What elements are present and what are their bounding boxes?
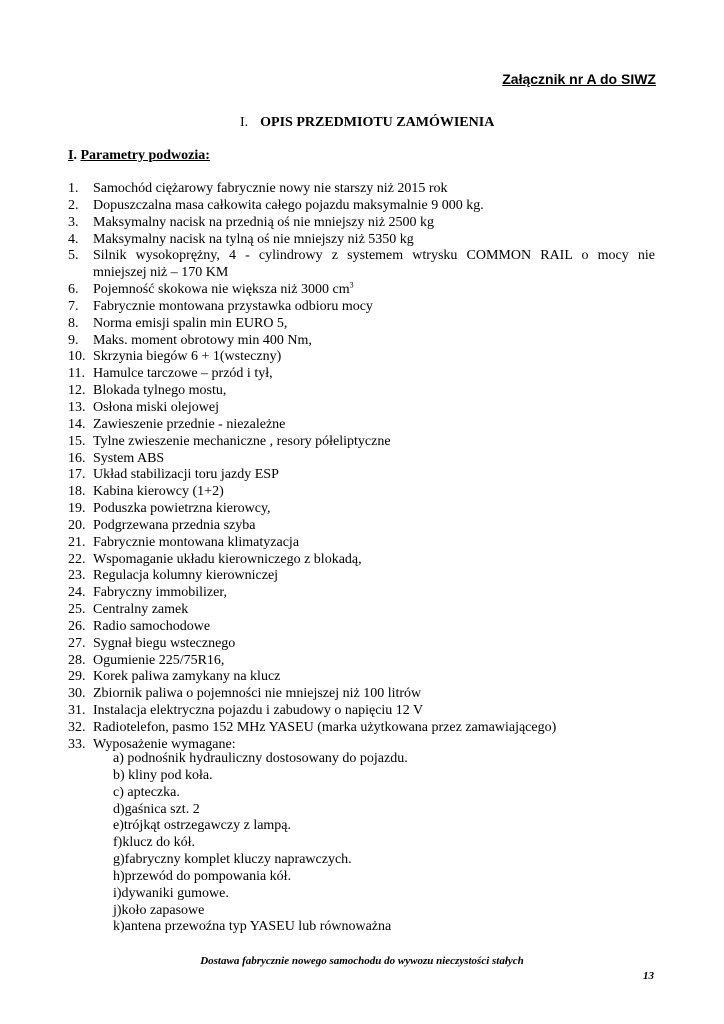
annex-label: Załącznik nr A do SIWZ [502,71,656,87]
list-item-number: 33. [68,736,86,752]
list-item [68,653,655,670]
list-item-main-text: Regulacja kolumny kierowniczej [93,568,279,584]
list-item [68,501,655,518]
list-item-continuation-text: mniejszej niż – 170 KM [93,265,229,281]
list-item-main-text: Wyposażenie wymagane: [93,736,236,752]
list-item [68,568,655,585]
list-item [68,366,655,383]
section-number: I [68,148,74,163]
list-item-number: 22. [68,551,86,567]
list-item-text [93,518,655,535]
list-item-text [93,720,655,737]
list-item [68,703,655,720]
list-item-text [93,619,655,636]
list-item-number: 32. [68,720,86,735]
list-item [68,198,655,215]
list-item [68,720,655,737]
list-item-text [93,602,655,619]
list-item-main-text: Skrzynia biegów 6 + 1(wsteczny) [93,349,282,365]
list-item-number: 2. [68,197,79,213]
equipment-item: h)przewód do pompowania kół. [113,868,292,884]
section-heading [68,148,210,164]
list-item-number: 4. [68,231,79,247]
list-item [68,282,655,299]
list-item-main-text: Zbiornik paliwa o pojemności nie mniejszej niż 100 litrów [93,686,422,702]
list-item-text [93,282,655,299]
list-item [68,316,655,333]
list-item-number: 17. [68,467,86,483]
page-number: 13 [643,970,654,982]
list-item-number: 7. [68,298,79,314]
list-item-number: 1. [68,181,79,196]
list-item-text [93,686,655,703]
equipment-list [113,751,408,936]
list-item-text [93,366,655,383]
list-item-text [93,451,655,468]
list-item-main-text: Tylne zwieszenie mechaniczne , resory półeliptyczne [93,433,391,449]
list-item-text [93,349,655,366]
list-item-main-text: Maks. moment obrotowy min 400 Nm, [93,332,312,348]
list-item-text [93,703,655,720]
list-item-number: 29. [68,669,86,685]
superscript: 3 [349,280,354,290]
list-item-number: 28. [68,652,86,668]
list-item-number: 9. [68,332,79,348]
list-item-main-text: Centralny zamek [93,602,189,618]
list-item-main-text: Radio samochodowe [93,618,211,634]
list-item-main-text: Układ stabilizacji toru jazdy ESP [93,467,279,483]
list-item [68,434,655,451]
list-item-main-text: Korek paliwa zamykany na klucz [93,669,281,685]
list-item-number: 14. [68,416,86,432]
list-item [68,333,655,350]
list-item-main-text: Samochód ciężarowy fabrycznie nowy nie starszy niż 2015 rok [93,181,448,196]
list-item-text [93,232,655,249]
list-item-number: 21. [68,534,86,550]
list-item [68,619,655,636]
list-item-text [93,333,655,350]
list-item [68,518,655,535]
list-item-main-text: Maksymalny nacisk na przednią oś nie mniejszy niż 2500 kg [93,214,434,230]
equipment-item: k)antena przewoźna typ YASEU lub równoważna [113,919,392,935]
list-item [68,535,655,552]
list-item-number: 27. [68,635,86,651]
equipment-item: a) podnośnik hydrauliczny dostosowany do pojazdu. [113,751,408,766]
list-item-text [93,316,655,333]
list-item-number: 10. [68,349,86,365]
list-item-number: 16. [68,450,86,466]
list-item-main-text: Fabrycznie montowana klimatyzacja [93,534,300,550]
list-item [68,248,655,265]
list-item-number: 18. [68,484,86,500]
list-item [68,467,655,484]
list-item-text [93,653,655,670]
list-item-number: 23. [68,568,86,584]
list-item-main-text: Pojemność skokowa nie większa niż 3000 cm [93,282,350,298]
list-item-text [93,181,655,198]
equipment-item: g)fabryczny komplet kluczy naprawczych. [113,852,352,868]
list-item-text [93,215,655,232]
list-item [68,686,655,703]
list-item-main-text: Maksymalny nacisk na tylną oś nie mniejszy niż 5350 kg [93,231,414,247]
footer-text: Dostawa fabrycznie nowego samochodu do wywozu nieczystości stałych [200,955,524,967]
list-item-number: 5. [68,248,79,264]
list-item-text [93,484,655,501]
list-item-main-text: Norma emisji spalin min EURO 5, [93,315,288,331]
list-item-text [93,535,655,552]
equipment-item: f)klucz do kół. [113,835,196,851]
list-item-text [93,417,655,434]
title-text: OPIS PRZEDMIOTU ZAMÓWIENIA [260,115,495,130]
list-item-main-text: Silnik wysokoprężny, 4 - cylindrowy z systemem wtrysku COMMON RAIL o mocy nie [93,248,655,264]
title-roman-numeral: I. [240,115,249,130]
list-item-number: 25. [68,602,86,618]
list-item-main-text: Hamulce tarczowe – przód i tył, [93,366,273,382]
list-item [68,636,655,653]
list-item-main-text: Poduszka powietrzna kierowcy, [93,501,271,517]
list-item-text [93,568,655,585]
list-item-main-text: Osłona miski olejowej [93,399,219,415]
list-item-main-text: Blokada tylnego mostu, [93,383,227,399]
list-item-number: 3. [68,214,79,230]
list-item [68,585,655,602]
list-item [68,181,655,198]
list-item-main-text: System ABS [93,450,165,466]
equipment-item: e)trójkąt ostrzegawczy z lampą. [113,818,292,834]
list-item-text [93,636,655,653]
equipment-item: i)dywaniki gumowe. [113,885,229,901]
list-item-main-text: Wspomaganie układu kierowniczego z blokadą, [93,551,362,567]
section-number-dot: . [73,148,77,163]
list-item-main-text: Sygnał biegu wstecznego [93,635,236,651]
list-item [68,232,655,249]
list-item-text [93,585,655,602]
list-item-number: 31. [68,703,86,719]
list-item-main-text: Ogumienie 225/75R16, [93,652,225,668]
list-item [68,552,655,569]
list-item-number: 12. [68,383,86,399]
list-item-text [93,248,655,265]
list-item-number: 26. [68,618,86,634]
list-item [68,299,655,316]
list-item [68,400,655,417]
list-item-text [93,400,655,417]
list-item-text [93,669,655,686]
list-item-number: 6. [68,282,79,298]
parameters-list [68,181,655,754]
list-item-number: 24. [68,585,86,601]
list-item-text [93,501,655,518]
list-item-main-text: Radiotelefon, pasmo 152 MHz YASEU (marka użytkowana przez zamawiającego) [93,720,557,735]
list-item [68,669,655,686]
list-item-number: 20. [68,517,86,533]
section-title: Parametry podwozia: [80,148,210,163]
list-item-number: 13. [68,399,86,415]
list-item-number: 19. [68,501,86,517]
equipment-item: j)koło zapasowe [113,902,205,918]
list-item-main-text: Dopuszczalna masa całkowita całego pojazdu maksymalnie 9 000 kg. [93,197,484,213]
list-item-text [93,198,655,215]
list-item-number: 30. [68,686,86,702]
list-item [68,602,655,619]
list-item-text [93,467,655,484]
list-item-main-text: Podgrzewana przednia szyba [93,517,256,533]
list-item [68,451,655,468]
list-item [68,349,655,366]
list-item [68,417,655,434]
equipment-item: d)gaśnica szt. 2 [113,801,200,817]
list-item-text [93,552,655,569]
equipment-item: c) apteczka. [113,784,180,800]
list-item [68,484,655,501]
list-item-continuation [68,265,655,282]
equipment-item: b) kliny pod koła. [113,767,213,783]
list-item-main-text: Zawieszenie przednie - niezależne [93,416,286,432]
list-item-text [93,383,655,400]
list-item [68,383,655,400]
list-item [68,215,655,232]
document-title [240,115,494,131]
list-item-number: 8. [68,315,79,331]
list-item-main-text: Fabrycznie montowana przystawka odbioru mocy [93,298,373,314]
list-item-text [93,299,655,316]
list-item-main-text: Kabina kierowcy (1+2) [93,484,224,500]
list-item-number: 11. [68,366,85,382]
list-item-number: 15. [68,433,86,449]
list-item-main-text: Fabryczny immobilizer, [93,585,227,601]
list-item-text [93,434,655,451]
list-item-main-text: Instalacja elektryczna pojazdu i zabudowy o napięciu 12 V [93,703,424,719]
